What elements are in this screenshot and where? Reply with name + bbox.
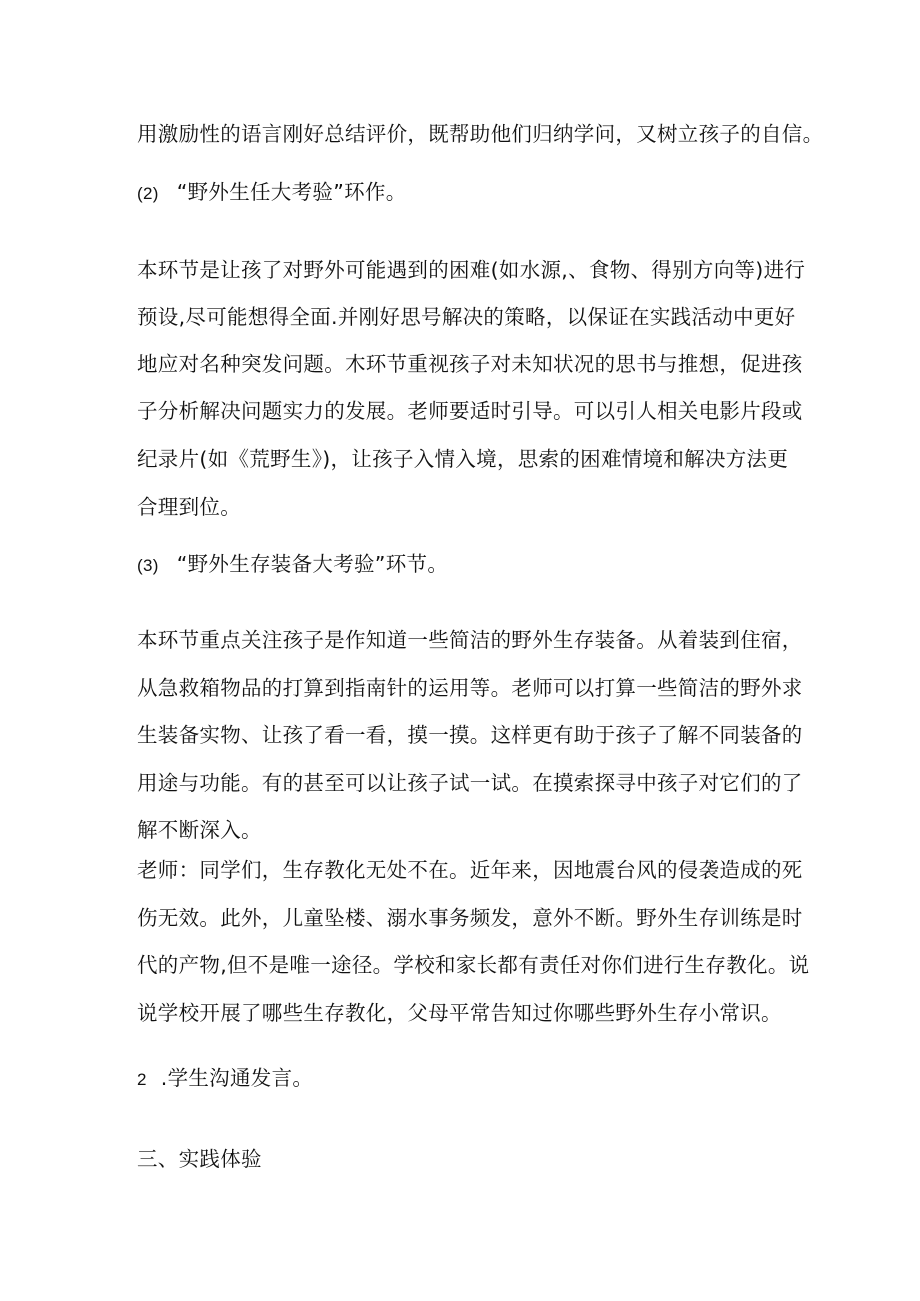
text-line: 地应对名种突发问题。木环节重视孩子对未知状况的思书与推想，促进孩 xyxy=(137,352,803,376)
text-line: 合理到位。 xyxy=(137,495,241,519)
text-line: 纪录片(如《荒野生》)，让孩子入情入境，思索的困难情境和解决方法更 xyxy=(137,447,789,471)
text-line: 代的产物,但不是唯一途径。学校和家长都有责任对你们进行生存教化。说 xyxy=(137,953,810,977)
list-marker: (2) xyxy=(137,184,159,203)
text-line: 说学校开展了哪些生存教化，父母平常告知过你哪些野外生存小常识。 xyxy=(137,1001,782,1025)
text-line: 老师：同学们，生存教化无处不在。近年来，因地震台风的侵袭造成的死 xyxy=(137,858,803,882)
step-item xyxy=(137,1065,313,1093)
text-line: 本环节是让孩了对野外可能遇到的困难(如水源,、食物、得别方向等)进行 xyxy=(137,258,806,282)
list-item-2 xyxy=(137,179,407,207)
text-line: 生装备实物、让孩了看一看，摸一摸。这样更有助于孩子了解不同装备的 xyxy=(137,723,803,747)
text-line: 从急救箱物品的打算到指南针的运用等。老师可以打算一些简洁的野外求 xyxy=(137,676,803,700)
text-line: 子分析解决问题实力的发展。老师要适时引导。可以引人相关电影片段或 xyxy=(137,399,803,423)
step-text: .学生沟通发言。 xyxy=(160,1066,314,1090)
text-line: 用途与功能。有的甚至可以让孩子试一试。在摸索探寻中孩子对它们的了 xyxy=(137,771,803,795)
list-item-3 xyxy=(137,551,448,579)
text-line: 伤无效。此外，儿童坠楼、溺水事务频发，意外不断。野外生存训练是时 xyxy=(137,906,803,930)
step-marker: 2 xyxy=(137,1070,147,1089)
text-line: 用激励性的语言刚好总结评价，既帮助他们归纳学问，又树立孩子的自信。 xyxy=(137,122,824,146)
list-marker: (3) xyxy=(137,556,159,575)
section-heading: 三、实践体验 xyxy=(137,1147,262,1171)
text-line: 解不断深入。 xyxy=(137,818,262,842)
list-item-text: “野外生存装备大考验”环节。 xyxy=(176,552,449,576)
list-item-text: “野外生任大考验”环作。 xyxy=(176,180,407,204)
text-line: 预设,尽可能想得全面.并刚好思号解决的策略，以保证在实践活动中更好 xyxy=(137,305,796,329)
text-line: 本环节重点关注孩子是作知道一些简洁的野外生存装备。从着装到住宿， xyxy=(137,628,803,652)
